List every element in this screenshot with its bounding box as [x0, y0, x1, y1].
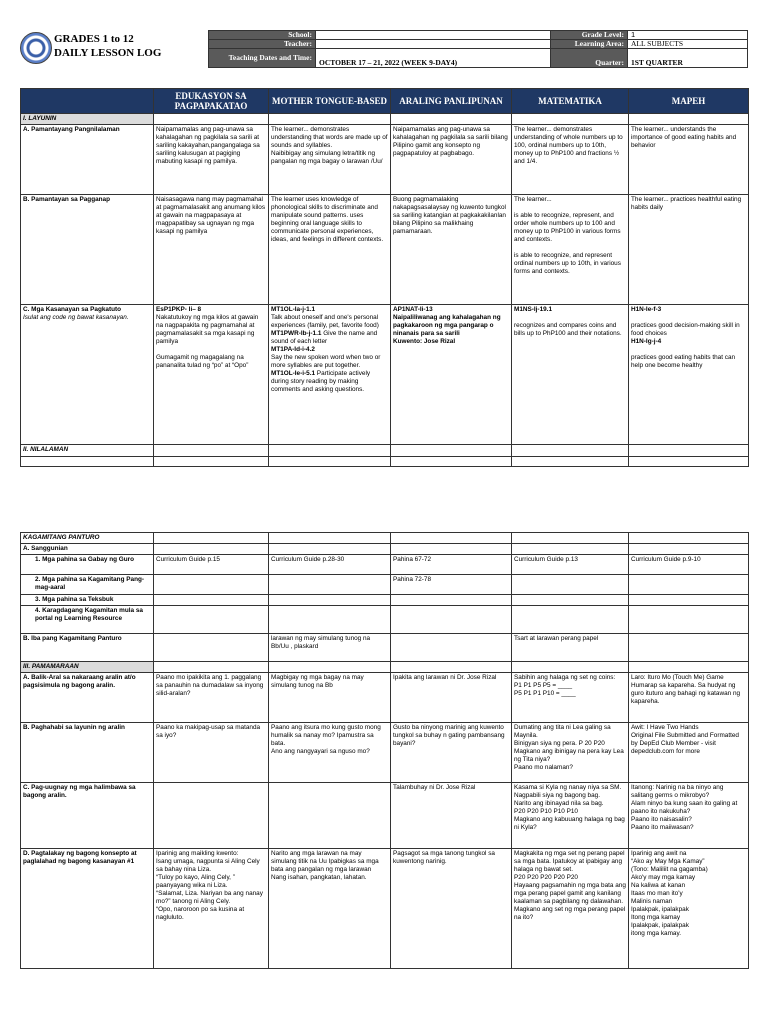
cell-mapeh [629, 634, 749, 662]
layunin-section-row [21, 114, 749, 125]
cell-ap: Pahina 72-78 [391, 575, 512, 595]
row-label: B. Paghahabi sa layunin ng aralin [21, 723, 154, 783]
cell-mtb: Magbigay ng mga bagay na may simulang tunog na Bb [269, 673, 391, 723]
cell-math: Tsart at larawan perang papel [512, 634, 629, 662]
subject-mapeh: MAPEH [629, 89, 749, 114]
cell-ap [391, 606, 512, 634]
cell-ap [391, 305, 512, 445]
table-row [21, 849, 749, 969]
lesson-log-table-1 [20, 88, 749, 467]
cell-math: The learner... demonstrates understanding of whole numbers up to 100, ordinal numbers up to 10th, money up to PhP100 and fractions ½ and 1/4. [512, 125, 629, 195]
row-label: A. Pamantayang Pangnilalaman [21, 125, 154, 195]
cell-mapeh: Laro: Ituro Mo (Touch Me) Game Humarap sa kapareha. Sa hudyat ng guro ituturo ang bahagi ng katawan ng kapareha. [629, 673, 749, 723]
esp-text: Nakatutukoy ng mga kilos at gawain na nagpapakita ng pagmamahal at pagmamalasakit sa mga kasapi ng pamilya Gumagamit ng magagalang na pananalita tulad ng “po” at “Opo” [156, 314, 259, 369]
cell-ap [391, 595, 512, 606]
dates-label: Teaching Dates and Time: [209, 49, 316, 68]
cell-math: The learner... is able to recognize, represent, and order whole numbers up to 100 and money up to PhP100 in various forms and contexts. is able to recognize, and represent ordinal numbers up to 10th, in various forms and contexts. [512, 195, 629, 305]
table-row [21, 575, 749, 595]
subject-esp: EDUKASYON SA PAGPAPAKATAO [154, 89, 269, 114]
cell-esp [154, 634, 269, 662]
grade-value: 1 [628, 31, 748, 40]
mt-code2: MT1PWR-Ib-j-1.1 [271, 330, 322, 337]
table-row [21, 606, 749, 634]
nilalaman-blank-row [21, 457, 749, 467]
table-row [21, 305, 749, 445]
mt-code1: MT1OL-Ia-j-1.1 [271, 306, 316, 313]
cell-mtb: Paano ang itsura mo kung gusto mong humalik sa nanay mo? Ipamustra sa bata. Ano ang nangyayari sa nguso mo? [269, 723, 391, 783]
row-label: C. Pag-uugnay ng mga halimbawa sa bagong aralin. [21, 783, 154, 849]
cell-esp: Paano mo ipakikita ang 1. paggalang sa panauhin na dumadalaw sa inyong silid-aralan? [154, 673, 269, 723]
mt-text1: Talk about oneself and one's personal experiences (family, pet, favorite food) [271, 314, 379, 329]
cell-esp [154, 606, 269, 634]
cell-mapeh: Awit: I Have Two Hands Original File Submitted and Formatted by DepEd Club Member - visit depedclub.com for more [629, 723, 749, 783]
cell-mapeh [629, 595, 749, 606]
row-label: A. Balik-Aral sa nakaraang aralin at/o pagsisimula ng bagong aralin. [21, 673, 154, 723]
dates-value: OCTOBER 17 – 21, 2022 (WEEK 9-DAY4) [316, 49, 551, 68]
cell-mapeh: Curriculum Guide p.9-10 [629, 555, 749, 575]
cell-ap: Talambuhay ni Dr. Jose Rizal [391, 783, 512, 849]
ap-code: AP1NAT-Ii-13 [393, 306, 433, 313]
row-c-sub: Isulat ang code ng bawat kasanayan. [23, 314, 129, 321]
cell-mtb: Curriculum Guide p.28-30 [269, 555, 391, 575]
row-label: 3. Mga pahina sa Teksbuk [21, 595, 154, 606]
cell-mtb: larawan ng may simulang tunog na Bb/Uu , plaskard [269, 634, 391, 662]
kagamitan-section-row [21, 533, 749, 544]
cell-mapeh [629, 305, 749, 445]
mt-text3: Say the new spoken word when two or more syllables are put together. [271, 354, 381, 369]
cell-esp [154, 575, 269, 595]
table-row [21, 555, 749, 575]
table-row [21, 125, 749, 195]
area-value: ALL SUBJECTS [628, 40, 748, 49]
cell-ap [391, 634, 512, 662]
table-row [21, 595, 749, 606]
cell-esp [154, 305, 269, 445]
cell-ap: Pagsagot sa mga tanong tungkol sa kuwentong narinig. [391, 849, 512, 969]
row-label: 2. Mga pahina sa Kagamitang Pang-mag-aaral [21, 575, 154, 595]
cell-math: Kasama si Kyla ng nanay niya sa SM. Nagpabili siya ng bagong bag. Narito ang ibinayad nila sa bag. P20 P20 P10 P10 P10 Magkano ang kabuuang halaga ng bag ni Kyla? [512, 783, 629, 849]
cell-mtb [269, 783, 391, 849]
grade-label: Grade Level: [551, 31, 628, 40]
cell-mtb: The learner... demonstrates understanding that words are made up of sounds and syllables. Naibibigay ang simulang letra/titik ng pangalan ng mga bagay o larawan /Uu/ [269, 125, 391, 195]
row-label: B. Iba pang Kagamitang Panturo [21, 634, 154, 662]
cell-math [512, 575, 629, 595]
pamamaraan-heading: III. PAMAMARAAN [21, 662, 154, 673]
nilalaman-row [21, 445, 749, 457]
cell-mapeh [629, 575, 749, 595]
row-label: B. Pamantayan sa Pagganap [21, 195, 154, 305]
esp-code: EsP1PKP- Ii– 8 [156, 306, 202, 313]
ap-text: Naipaliliwanag ang kahalagahan ng pagkakaroon ng mga pangarap o ninanais para sa sarili [393, 314, 501, 337]
layunin-heading: I. LAYUNIN [21, 114, 154, 125]
cell-ap: Naipamamalas ang pag-unawa sa kahalagahan ng pagkilala sa sarili bilang Pilipino gamit ang konsepto ng pagpapatuloy at pagbabago. [391, 125, 512, 195]
cell-mapeh: The learner... practices healthful eating habits daily [629, 195, 749, 305]
pamamaraan-section-row [21, 662, 749, 673]
cell-esp: Curriculum Guide p.15 [154, 555, 269, 575]
nilalaman-heading: II. NILALAMAN [21, 445, 154, 457]
title-line1: GRADES 1 to 12 [54, 33, 134, 45]
header-info-table [208, 30, 748, 68]
cell-mtb [269, 606, 391, 634]
cell-mtb [269, 575, 391, 595]
cell-ap: Ipakita ang larawan ni Dr. Jose Rizal [391, 673, 512, 723]
mapeh-code1: H1N-Ie-f-3 [631, 306, 662, 313]
cell-esp: Paano ka makipag-usap sa matanda sa iyo? [154, 723, 269, 783]
sanggunian-row [21, 544, 749, 555]
quarter-label: Quarter: [551, 49, 628, 68]
table-row [21, 723, 749, 783]
area-label: Learning Area: [551, 40, 628, 49]
subject-ap: ARALING PANLIPUNAN [391, 89, 512, 114]
cell-esp [154, 595, 269, 606]
math-text: recognizes and compares coins and bills up to PhP100 and their notations. [514, 322, 622, 337]
table-row [21, 673, 749, 723]
sanggunian-label: A. Sanggunian [21, 544, 154, 555]
row-label: 1. Mga pahina sa Gabay ng Guro [21, 555, 154, 575]
school-value [316, 31, 551, 40]
teacher-label: Teacher: [209, 40, 316, 49]
row-label [21, 305, 154, 445]
mapeh-text2: practices good eating habits that can help one become healthy [631, 354, 736, 369]
title-line2: DAILY LESSON LOG [54, 47, 162, 59]
mt-code3: MT1PA-Id-i-4.2 [271, 346, 315, 353]
blank-header [21, 89, 154, 114]
cell-mtb [269, 595, 391, 606]
cell-mapeh [629, 606, 749, 634]
cell-ap: Gusto ba ninyong marinig ang kuwento tungkol sa buhay n gating pambansang bayani? [391, 723, 512, 783]
cell-math [512, 606, 629, 634]
lesson-log-table-2 [20, 532, 749, 969]
ap-kwento: Kuwento: Jose Rizal [393, 338, 456, 345]
cell-esp [154, 783, 269, 849]
cell-mtb [269, 305, 391, 445]
subject-mtb: MOTHER TONGUE-BASED [269, 89, 391, 114]
table-row [21, 783, 749, 849]
subject-math: MATEMATIKA [512, 89, 629, 114]
cell-esp: Naipamamalas ang pag-unawa sa kahalagahan ng pagkilala sa sarili at sariling kakayahan,pangangalaga sa sariling kalusugan at pagiging mabuting kasapi ng pamilya. [154, 125, 269, 195]
cell-mapeh: The learner... understands the importance of good eating habits and behavior [629, 125, 749, 195]
mapeh-code2: H1N-Ig-j-4 [631, 338, 662, 345]
cell-math: Sabihin ang halaga ng set ng coins: P1 P1 P5 P5 = ____ P5 P1 P1 P10 = ____ [512, 673, 629, 723]
cell-esp: Naisasagawa nang may pagmamahal at pagmamalasakit ang anumang kilos at gawain na magpapasaya at magpapatibay sa ugnayan ng mga kasapi ng pamilya [154, 195, 269, 305]
cell-mtb: The learner uses knowledge of phonological skills to discriminate and manipulate sound patterns. uses beginning oral language skills to communicate personal experiences, ideas, and feelings in different contexts. [269, 195, 391, 305]
row-c-label: C. Mga Kasanayan sa Pagkatuto [23, 306, 122, 313]
table-row [21, 634, 749, 662]
teacher-value [316, 40, 551, 49]
deped-seal-icon [20, 32, 52, 64]
row-label: D. Pagtalakay ng bagong konsepto at paglalahad ng bagong kasanayan #1 [21, 849, 154, 969]
cell-math [512, 305, 629, 445]
mt-text4: Participate actively during story reading by making comments and asking questions. [271, 370, 371, 393]
school-label: School: [209, 31, 316, 40]
math-code: M1NS-Ij-19.1 [514, 306, 553, 313]
table-row [21, 195, 749, 305]
mt-text2: Give the name and sound of each letter [271, 330, 378, 345]
mt-code4: MT1OL-Ie-i-5.1 [271, 370, 316, 377]
row-label: 4. Karagdagang Kagamitan mula sa portal ng Learning Resource [21, 606, 154, 634]
cell-math [512, 595, 629, 606]
cell-math: Curriculum Guide p.13 [512, 555, 629, 575]
cell-math: Magkakita ng mga set ng perang papel sa mga bata. Ipatukoy at ipabigay ang halaga ng bawat set. P20 P20 P20 P20 P20 Hayaang pagsamahin ng mga bata ang mga perang papel gamit ang kanilang kaalaman sa pagbilang ng dalawahan. Magkano ang set ng mga perang papel na ito? [512, 849, 629, 969]
quarter-value: 1ST QUARTER [628, 49, 748, 68]
cell-mapeh: Itanong: Narinig na ba ninyo ang salitang germs o mikrobyo? Alam ninyo ba kung saan ito galing at paano ito nakukuha? Paano ito naisasalin? Paano ito maiiwasan? [629, 783, 749, 849]
cell-ap: Buong pagmamalaking nakapagsasalaysay ng kuwento tungkol sa sariling katangian at pagkakakilanlan bilang Pilipino sa malikhaing pamamaraan. [391, 195, 512, 305]
mapeh-text1: practices good decision-making skill in food choices [631, 322, 740, 337]
cell-ap: Pahina 67-72 [391, 555, 512, 575]
kagamitan-heading: KAGAMITANG PANTURO [21, 533, 154, 544]
cell-mapeh: Iparinig ang awit na “Ako ay May Mga Kamay” (Tono: Maliliit na gagamba) Ako'y may mga kamay Na kaliwa at kanan Itaas mo man ito'y Malinis naman Ipalakpak, ipalakpak Itong mga kamay Ipalakpak, ipalakpak itong mga kamay. [629, 849, 749, 969]
form-title [54, 32, 161, 60]
subject-header-row [21, 89, 749, 114]
cell-mtb: Narito ang mga larawan na may simulang titik na Uu Ipabigkas sa mga bata ang pangalan ng mga larawan Nang isahan, pangkatan, lahatan. [269, 849, 391, 969]
cell-math: Dumating ang tita ni Lea galing sa Maynila. Binigyan siya ng pera. P 20 P20 Magkano ang ibinigay na pera kay Lea ng Tita niya? Paano mo nalaman? [512, 723, 629, 783]
cell-esp: Iparinig ang maikling kwento: Isang umaga, nagpunta si Aling Cely sa bahay nina Liza. “Tuloy po kayo, Aling Cely, ” paanyayang wika ni Liza. “Salamat, Liza. Nariyan ba ang nanay mo?” tanong ni Aling Cely. “Opo, naroroon po sa kusina at nagluluto. [154, 849, 269, 969]
